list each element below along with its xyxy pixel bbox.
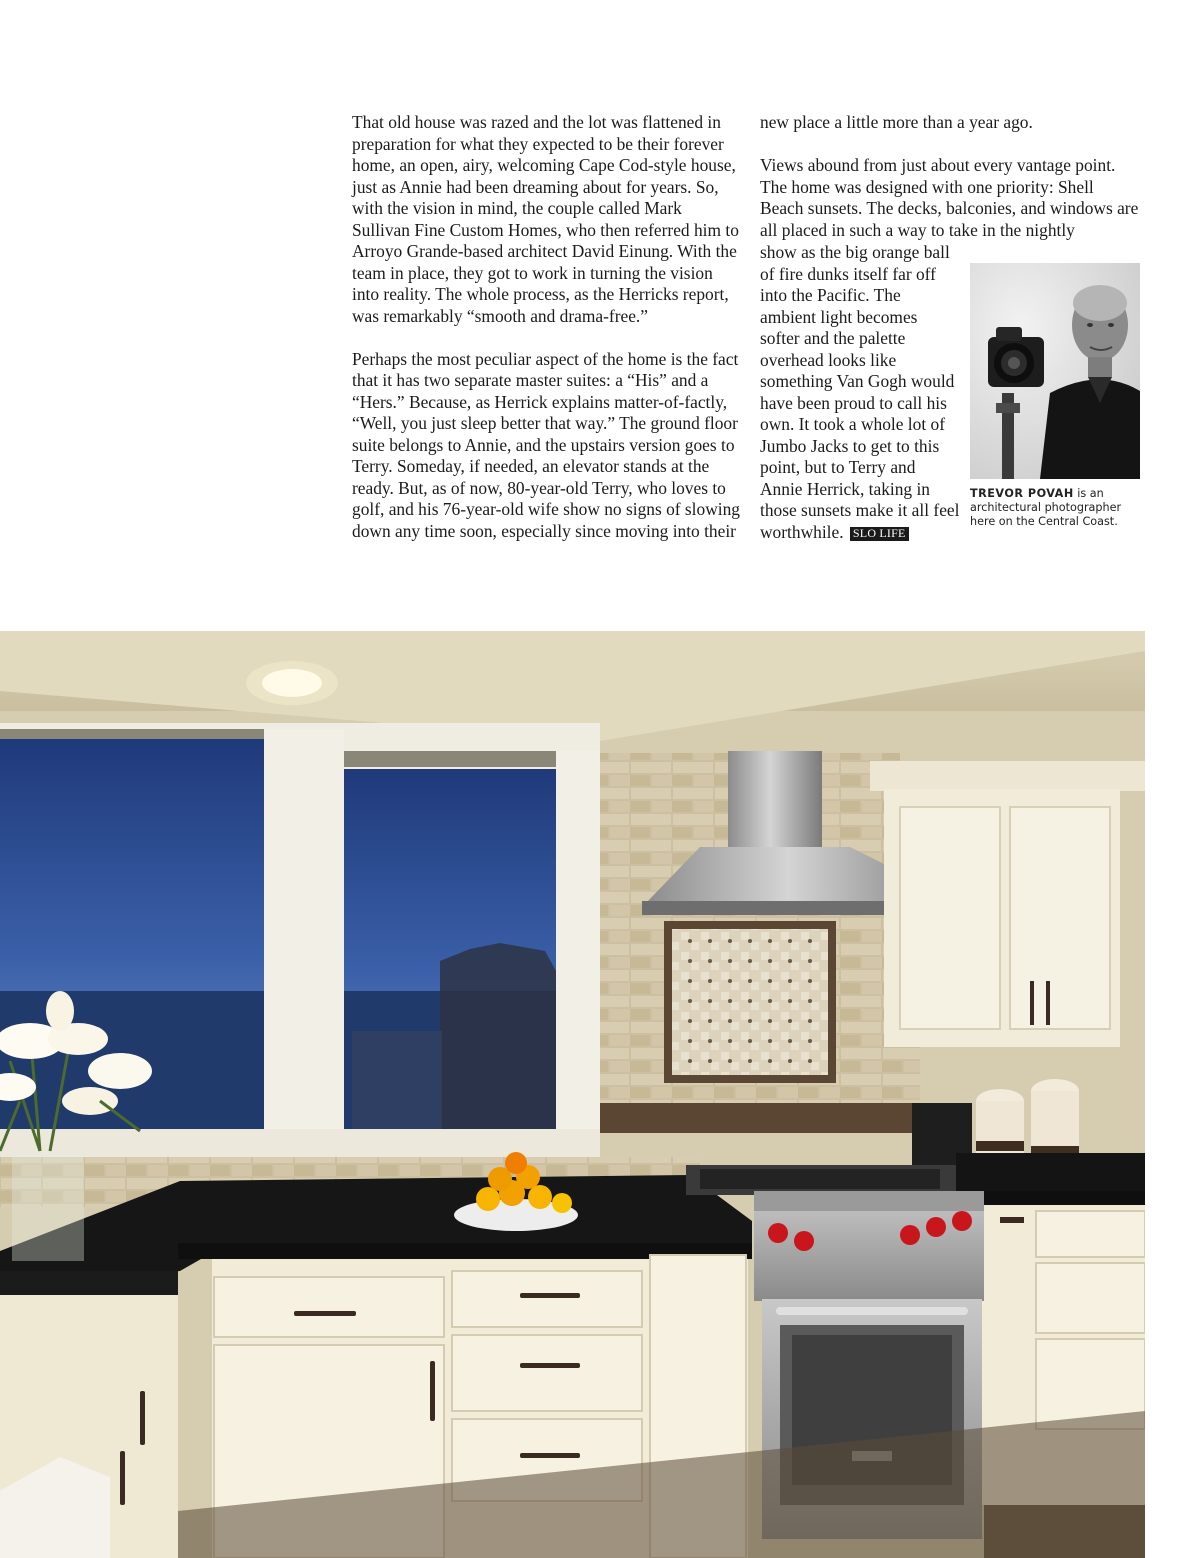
article-paragraph-text: show as the big orange ball of fire dunks itself far off into the Pacific. The ambient light becomes softer and the palette overhead looks like something Van Gogh would have been proud to call his own. It took a whole lot of Jumbo Jacks to get to this point, but to Terry and Annie Herrick, taking in those sunsets make it all feel worthwhile. xyxy=(760,242,960,542)
slo-life-end-mark: SLO LIFE xyxy=(850,527,909,541)
article-column-left xyxy=(352,112,744,542)
kitchen-photo xyxy=(0,631,1145,1558)
article-column-right-narrow xyxy=(760,242,960,543)
author-name: TREVOR POVAH xyxy=(970,487,1074,500)
article-column-right-top xyxy=(760,112,1140,241)
article-paragraph: Perhaps the most peculiar aspect of the home is the fact that it has two separate master suites: a “His” and a “Hers.” Because, as Herrick explains matter-of-factly, “Well, you just sleep better that way.” The ground floor suite belongs to Annie, and the upstairs version goes to Terry. Someday, if needed, an elevator stands at the ready. But, as of now, 80-year-old Terry, who loves to golf, and his 76-year-old wife show no signs of slowing down any time soon, especially since moving into their xyxy=(352,348,740,541)
author-bio-text: is an architectural photographer here on the Central Coast. xyxy=(970,487,1122,528)
author-portrait-photo xyxy=(970,263,1140,479)
article-paragraph: That old house was razed and the lot was flattened in preparation for what they expected to be their forever home, an open, airy, welcoming Cape Cod-style house, just as Annie had been dreaming about for years. So, with the vision in mind, the couple called Mark Sullivan Fine Custom Homes, who then referred him to Arroyo Grande-based architect David Einung. With the team in place, they got to work in turning the vision into reality. The whole process, as the Herricks report, was remarkably “smooth and drama-free.” xyxy=(352,112,739,326)
article-paragraph-end xyxy=(760,242,960,543)
author-bio-caption xyxy=(970,487,1146,529)
article-paragraph: new place a little more than a year ago. xyxy=(760,112,1033,132)
article-paragraph: Views abound from just about every vantage point. The home was designed with one priority: Shell Beach sunsets. The decks, balconies, and windows are all placed in such a way to take in the nightly xyxy=(760,155,1139,240)
